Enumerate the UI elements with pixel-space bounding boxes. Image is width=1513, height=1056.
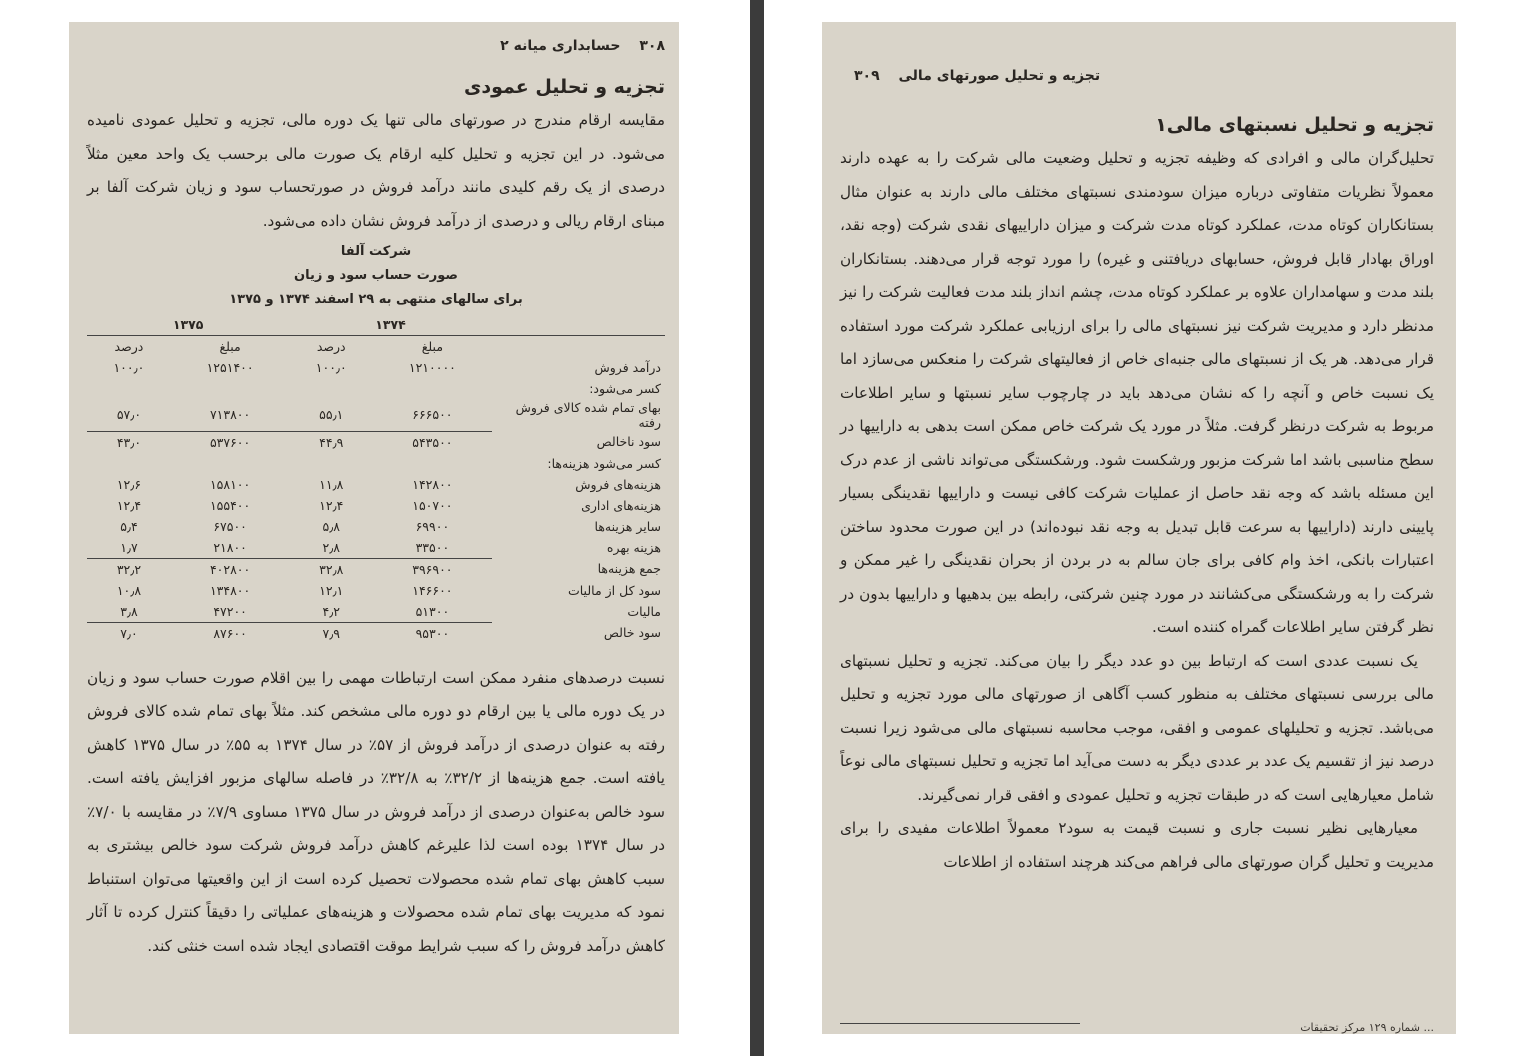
percent-1375: ۷٫۰	[87, 622, 171, 644]
running-header-left	[87, 38, 665, 54]
paragraph-ratio-1: تحلیل‌گران مالی و افرادی که وظیفه تجزیه و تحلیل وضعیت مالی شرکت را به عهده دارند معمولاً نظریات متفاوتی درباره میزان سودمندی نسبتهای مختلف مالی دارند به عنوان مثال بستانکاران کوتاه مدت، عملکرد کوتاه مدت شرکت و میزان داراییهای نقدی شرکت (وجه نقد، اوراق بهادار قابل فروش، حسابهای دریافتنی و غیره) را مورد توجه قرار می‌دهند. بستانکاران بلند مدت و سهامداران علاوه بر عملکرد کوتاه مدت، چشم انداز بلند مدت فعالیت شرکت را نیز مدنظر دارد و مدیریت شرکت نیز نسبتهای مالی را برای ارزیابی عملکرد شرکت مورد استفاده قرار می‌دهد. هر یک از نسبتهای مالی جنبه‌ای خاص از فعالیتهای شرکت را منعکس می‌سازد اما یک نسبت خاص و آنچه را که نشان می‌دهد باید در چارچوب سایر نسبتها و سایر اطلاعات مربوط به شرکت درنظر گرفت. مثلاً در مورد یک شرکت خاص ممکن است بدهی به داراییها در سطح مناسبی باشد اما شرکت مزبور ورشکست شود. ورشکستگی می‌تواند ناشی از عدم درک این مسئله باشد که وجه نقد حاصل از عملیات شرکت کافی نیست و داراییها نقدینگی بسیار پایینی دارند (داراییها به سرعت قابل تبدیل به وجه نقد نبوده‌اند) در این صورت محدود ساختن اعتبارات بانکی، اخذ وام کافی برای جان سالم به در بردن از بحران نقدینگی را غیر ممکن و شرکت را به ورشکستگی می‌کشانند در مورد چنین شرکتی، رابطه بین بدهیها و داراییها بدون در نظر گرفتن سایر اطلاعات گمراه کننده است.	[840, 149, 1434, 636]
row-label: جمع هزینه‌ها	[597, 561, 661, 577]
row-label: کسر می‌شود هزینه‌ها:	[547, 455, 661, 471]
footnote: ... شماره ۱۲۹ مرکز تحقیقات	[1300, 1021, 1434, 1034]
statement-row	[87, 399, 665, 431]
amount-1374	[373, 453, 491, 474]
year-header-1375: ۱۳۷۵	[87, 314, 289, 336]
closing-paragraph: نسبت درصدهای منفرد ممکن است ارتباطات مهمی را بین اقلام صورت حساب سود و زیان در یک دوره مالی یا بین ارقام دو دوره مالی مشخص کند. مثلاً بهای تمام شده کالای فروش رفته به عنوان درصدی از درآمد فروش از ۵۷٪ در سال ۱۳۷۴ به ۵۵٪ در سال ۱۳۷۵ کاهش یافته است. جمع هزینه‌ها از ۳۲/۲٪ به ۳۲/۸٪ در فاصله سالهای مزبور افزایش یافته است. سود خالص به‌عنوان درصدی از درآمد فروش در سال ۱۳۷۵ مساوی ۷/۹٪ در مقایسه با ۷/۰٪ در سال ۱۳۷۴ بوده است لذا علیرغم کاهش درآمد فروش شرکت سود خالص بیشتری به سبب کاهش بهای تمام شده محصولات تحصیل کرده است از این واقعیتها می‌توان استنباط نمود که مدیریت بهای تمام شده محصولات و هزینه‌های عملیاتی را دقیقاً کنترل کرده تا آثار کاهش درآمد فروش را که سبب شرایط موقت اقتصادی ایجاد شده است خنثی کند.	[87, 668, 665, 955]
left-book-page	[69, 22, 679, 1034]
amount-1375: ۷۱۳۸۰۰	[209, 407, 251, 423]
amount-1374	[373, 378, 491, 399]
amount-1374: ۳۳۵۰۰	[415, 539, 450, 555]
amount-1375: ۲۱۸۰۰	[213, 539, 247, 555]
row-label: هزینه‌های اداری	[581, 497, 661, 513]
statement-row	[87, 580, 665, 601]
row-label: هزینه‌های فروش	[575, 476, 661, 492]
amount-1374: ۳۹۶۹۰۰	[373, 558, 491, 580]
percent-1374: ۱۲٫۱	[319, 582, 344, 598]
percent-1374	[289, 453, 373, 474]
amount-1375: ۸۷۶۰۰	[171, 622, 289, 644]
row-label: هزینه بهره	[606, 539, 661, 555]
statement-row	[87, 537, 665, 559]
percent-1375: ۱٫۷	[120, 539, 138, 555]
statement-row	[87, 431, 665, 453]
col-amount-1375: مبلغ	[219, 339, 241, 354]
row-label: کسر می‌شود:	[589, 381, 661, 396]
row-label: درآمد فروش	[594, 360, 661, 375]
row-label: سود ناخالص	[596, 434, 661, 450]
year-header-1374: ۱۳۷۴	[289, 314, 491, 336]
percent-1375: ۵٫۴	[120, 518, 138, 534]
percent-1375	[87, 453, 171, 474]
percent-1374: ۵۵٫۱	[319, 407, 344, 423]
running-title-left: حسابداری میانه ۲	[500, 38, 621, 54]
amount-1375: ۱۵۵۴۰۰	[209, 497, 251, 513]
amount-1374: ۵۱۳۰۰	[415, 603, 450, 619]
right-book-page	[822, 22, 1456, 1034]
amount-1375: ۶۷۵۰۰	[213, 518, 247, 534]
amount-1374: ۱۲۱۰۰۰۰	[408, 360, 456, 375]
amount-1375	[171, 453, 289, 474]
statement-period: برای سالهای منتهی به ۲۹ اسفند ۱۳۷۴ و ۱۳۷۵	[229, 292, 523, 307]
percent-1375: ۴۳٫۰	[87, 431, 171, 453]
statement-row	[87, 453, 665, 474]
row-label: سود خالص	[603, 625, 661, 641]
amount-1374: ۵۴۳۵۰۰	[373, 431, 491, 453]
percent-1374: ۴٫۲	[322, 603, 340, 619]
amount-1374: ۱۵۰۷۰۰	[412, 497, 453, 513]
col-percent-1375: درصد	[114, 339, 144, 354]
section-title-vertical-analysis: تجزیه و تحلیل عمودی	[463, 76, 665, 98]
income-statement-table	[87, 314, 665, 644]
amount-1375: ۱۵۸۱۰۰	[209, 476, 251, 492]
percent-1374: ۱۱٫۸	[319, 476, 344, 492]
row-label: سایر هزینه‌ها	[594, 518, 661, 534]
running-header-right	[840, 68, 1434, 84]
statement-row	[87, 516, 665, 537]
percent-1374: ۵٫۸	[322, 518, 340, 534]
section-title-ratio-analysis: تجزیه و تحلیل نسبتهای مالی۱	[1155, 114, 1434, 136]
percent-1374	[289, 378, 373, 399]
percent-1374: ۷٫۹	[289, 622, 373, 644]
amount-1375: ۱۳۴۸۰۰	[209, 582, 251, 598]
percent-1375: ۱۲٫۴	[116, 497, 142, 513]
paragraph-ratio-2: یک نسبت عددی است که ارتباط بین دو عدد دیگر را بیان می‌کند. تجزیه و تحلیل نسبتهای مالی بررسی نسبتهای مختلف به منظور کسب آگاهی از صورتهای مالی مورد تجزیه و تحلیل می‌باشد. تجزیه و تحلیلهای عمومی و افقی، موجب محاسبه نسبتهای مالی می‌شود زیرا نسبت درصد نیز از تقسیم یک عدد بر عددی دیگر به دست می‌آید اما تجزیه و تحلیل نسبتهای مالی نوعاً شامل معیارهایی است که در طبقات تجزیه و تحلیل عمودی و افقی قرار نمی‌گیرند.	[840, 651, 1434, 804]
percent-1375: ۱۰٫۸	[116, 582, 142, 598]
percent-1374: ۱۰۰٫۰	[315, 360, 347, 375]
amount-1375	[171, 378, 289, 399]
page-number-right: ۳۰۹	[854, 68, 880, 84]
percent-1374: ۴۴٫۹	[289, 431, 373, 453]
percent-1375: ۱۲٫۶	[116, 476, 142, 492]
statement-rows	[87, 357, 665, 644]
statement-company: شرکت آلفا	[340, 244, 412, 259]
page-number-left: ۳۰۸	[639, 38, 665, 54]
col-percent-1374: درصد	[316, 339, 346, 354]
income-statement	[87, 242, 665, 644]
amount-1374: ۱۴۲۸۰۰	[412, 476, 453, 492]
row-label: بهای تمام شده کالای فروش رفته	[515, 400, 661, 430]
statement-row	[87, 601, 665, 623]
statement-row	[87, 357, 665, 378]
percent-1374: ۳۲٫۸	[289, 558, 373, 580]
statement-name: صورت حساب سود و زیان	[294, 268, 458, 283]
percent-1375: ۳٫۸	[120, 603, 138, 619]
statement-row	[87, 558, 665, 580]
percent-1374: ۱۲٫۴	[319, 497, 344, 513]
amount-1374: ۱۴۶۶۰۰	[412, 582, 453, 598]
amount-1375: ۴۰۲۸۰۰	[171, 558, 289, 580]
row-label: سود کل از مالیات	[567, 582, 661, 598]
amount-1374: ۶۹۹۰۰	[415, 518, 450, 534]
statement-row	[87, 495, 665, 516]
running-title-right: تجزیه و تحلیل صورتهای مالی	[898, 68, 1101, 84]
statement-row	[87, 474, 665, 495]
amount-1375: ۵۳۷۶۰۰	[171, 431, 289, 453]
intro-paragraph: مقایسه ارقام مندرج در صورتهای مالی تنها یک دوره مالی، تجزیه و تحلیل عمودی نامیده می‌شود. در این تجزیه و تحلیل کلیه ارقام یک صورت مالی برحسب یک واحد معین مثلاً درصدی از یک رقم کلیدی مانند درآمد فروش در صورتحساب سود و زیان شرکت آلفا بر مبنای ارقام ریالی و درصدی از درآمد فروش نشان داده می‌شود.	[87, 111, 665, 230]
percent-1375: ۱۰۰٫۰	[113, 360, 145, 375]
row-label: مالیات	[627, 603, 661, 619]
col-amount-1374: مبلغ	[421, 339, 444, 354]
percent-1375: ۵۷٫۰	[116, 407, 142, 423]
paragraph-ratio-3: معیارهایی نظیر نسبت جاری و نسبت قیمت به سود۲ معمولاً اطلاعات مفیدی را برای مدیریت و تحلیل گران صورتهای مالی فراهم می‌کند هرچند استفاده از اطلاعات	[840, 819, 1434, 871]
amount-1374: ۹۵۳۰۰	[373, 622, 491, 644]
amount-1375: ۴۷۲۰۰	[213, 603, 247, 619]
statement-row	[87, 622, 665, 644]
percent-1374: ۲٫۸	[322, 539, 340, 555]
percent-1375	[87, 378, 171, 399]
amount-1374: ۶۶۶۵۰۰	[412, 407, 453, 423]
amount-1375: ۱۲۵۱۴۰۰	[206, 360, 254, 375]
footnote-rule	[840, 1023, 1080, 1024]
book-spine-divider	[750, 0, 764, 1056]
statement-row	[87, 378, 665, 399]
percent-1375: ۳۲٫۲	[87, 558, 171, 580]
